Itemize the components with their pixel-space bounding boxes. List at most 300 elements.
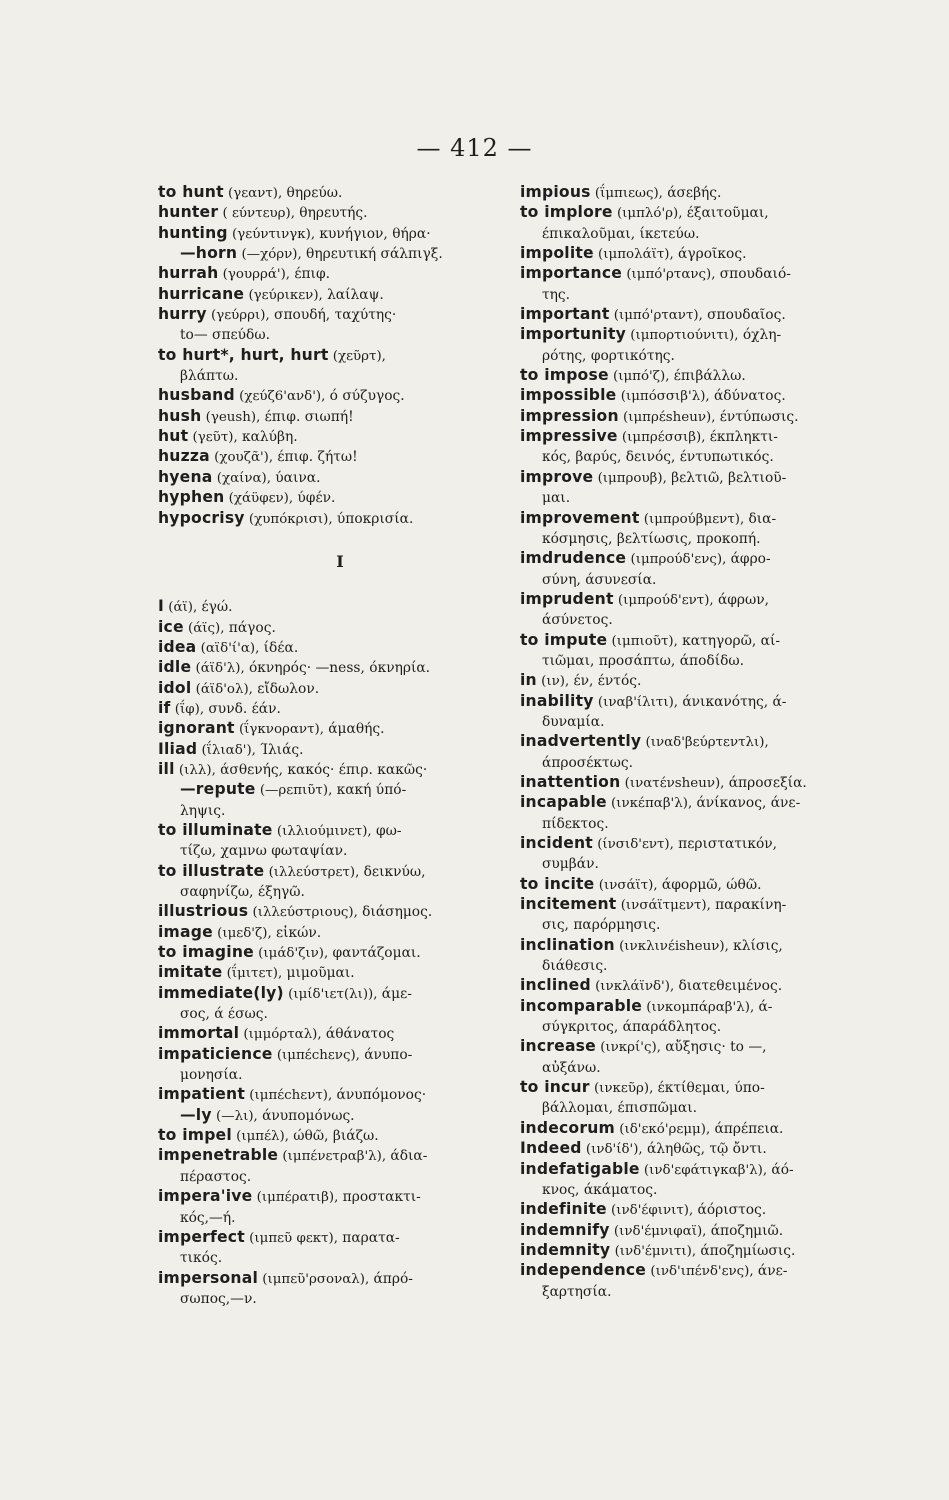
definition: άό-	[771, 1161, 794, 1178]
entry-continuation	[520, 284, 855, 304]
entry-continuation	[520, 853, 855, 873]
definition: ρότης, φορτικότης.	[542, 347, 675, 364]
headword: to illustrate	[158, 861, 265, 880]
definition: άνυπομόνως.	[262, 1107, 355, 1124]
definition: λαίλαψ.	[327, 286, 384, 303]
entry-continuation	[158, 840, 510, 860]
dictionary-entry	[520, 1240, 855, 1260]
definition: άνυπο-	[364, 1046, 413, 1063]
pronunciation: (άϊδ'λ),	[191, 661, 249, 677]
entry-continuation	[520, 914, 855, 934]
definition: μιμοῦμαι.	[286, 965, 355, 982]
definition: εἴδωλον.	[257, 680, 320, 697]
headword: I	[158, 597, 165, 616]
headword: incident	[520, 834, 593, 852]
dictionary-entry	[158, 698, 510, 718]
definition: ύποκρισία.	[336, 510, 414, 527]
section-letter: I	[336, 551, 344, 571]
definition: τίζω, χαμνω φωταψίαν.	[180, 843, 348, 860]
pronunciation: (ιμπιοῦτ),	[607, 633, 683, 649]
definition: άδύνατος.	[713, 388, 786, 405]
pronunciation: (ιμάδ'ζιν),	[253, 946, 333, 962]
definition: πίδεκτος.	[542, 815, 609, 832]
headword: —horn	[180, 244, 238, 263]
pronunciation: (χεῦρτ),	[328, 348, 386, 364]
pronunciation: (ινκρί'ς),	[595, 1040, 666, 1056]
dictionary-entry	[158, 922, 510, 942]
dictionary-entry	[158, 962, 510, 982]
dictionary-entry	[158, 1044, 510, 1064]
dictionary-entry	[520, 467, 855, 487]
right-column	[520, 182, 855, 1301]
pronunciation: (γουρρά'),	[218, 267, 295, 283]
definition: άποζημιῶ.	[710, 1222, 784, 1239]
dictionary-entry	[158, 1084, 510, 1104]
dictionary-entry	[520, 182, 855, 202]
pronunciation: (ιμπέchενς),	[272, 1047, 365, 1063]
definition: έκπληκτι-	[709, 429, 778, 446]
pronunciation: ( εύντευρ),	[218, 206, 300, 222]
definition: έν, έντός.	[573, 673, 642, 690]
definition: πέραστος.	[180, 1168, 252, 1185]
definition: άνίκανος, άνε-	[696, 795, 801, 812]
headword: hyena	[158, 467, 213, 486]
definition: σπουδαῖος.	[707, 307, 786, 324]
pronunciation: (χουζᾶ'),	[209, 450, 278, 466]
headword: —repute	[180, 780, 256, 799]
pronunciation: (ιλλεύστριους),	[248, 905, 363, 921]
dictionary-entry	[520, 670, 855, 690]
entry-continuation	[520, 1057, 855, 1077]
headword: —ly	[180, 1105, 212, 1124]
definition: έπιφ. σιωπή!	[264, 408, 354, 425]
headword: important	[520, 305, 610, 324]
definition: παρατα-	[342, 1229, 400, 1246]
definition: βλάπτω.	[180, 368, 239, 385]
headword: to incite	[520, 874, 595, 893]
headword: to hurt*, hurt, hurt	[158, 345, 329, 364]
definition: της.	[542, 286, 571, 303]
definition: ύαινα.	[275, 469, 321, 486]
definition: φαντάζομαι.	[332, 945, 421, 962]
entry-continuation	[520, 650, 855, 670]
entry-continuation	[158, 1003, 510, 1023]
entry-continuation	[158, 1207, 510, 1227]
dictionary-entry	[520, 935, 855, 955]
definition: έγώ.	[201, 599, 233, 616]
definition: κακή ύπό-	[336, 782, 407, 799]
dictionary-entry	[158, 304, 510, 324]
headword: incapable	[520, 793, 607, 812]
dictionary-entry	[520, 548, 855, 568]
definition: αὐξάνω.	[542, 1059, 601, 1076]
pronunciation: (ινδ'έφινιτ),	[606, 1203, 698, 1219]
pronunciation: (γεύρρι),	[206, 308, 275, 324]
pronunciation: (—ρεπιῦτ),	[255, 783, 337, 799]
dictionary-entry	[520, 508, 855, 528]
dictionary-entry	[520, 589, 855, 609]
pronunciation: (ιμπολάϊτ),	[593, 247, 679, 263]
definition: έπιβάλλω.	[673, 368, 746, 385]
dictionary-entry	[158, 406, 510, 426]
dictionary-entry	[158, 739, 510, 759]
headword: impaticience	[158, 1044, 273, 1063]
entry-continuation	[158, 1064, 510, 1084]
definition: άνυπόμονος·	[336, 1087, 427, 1104]
definition: βελτιῶ, βελτιοῦ-	[671, 469, 787, 486]
page-number: — 412 —	[416, 134, 533, 162]
headword: impressive	[520, 427, 618, 446]
dictionary-entry	[158, 182, 510, 202]
dictionary-entry	[158, 779, 510, 799]
dictionary-entry	[520, 426, 855, 446]
definition: τικός.	[180, 1250, 223, 1267]
headword: improve	[520, 467, 594, 486]
headword: inclined	[520, 976, 591, 995]
dictionary-entry	[158, 508, 510, 528]
pronunciation: (ιμπένετραβ'λ),	[278, 1149, 391, 1165]
dictionary-entry	[158, 1105, 510, 1125]
dictionary-entry	[158, 385, 510, 405]
headword: Indeed	[520, 1139, 582, 1158]
headword: indefinite	[520, 1200, 607, 1219]
pronunciation: (ιμπέρατιβ),	[252, 1190, 343, 1206]
definition: ά-	[758, 998, 773, 1015]
headword: immortal	[158, 1024, 240, 1043]
dictionary-entry	[520, 1260, 855, 1280]
pronunciation: (ΐμπιεως),	[590, 186, 668, 201]
headword: hut	[158, 427, 189, 446]
headword: idol	[158, 678, 192, 697]
pronunciation: (ιμπέλ),	[231, 1129, 294, 1145]
pronunciation: (ινδ'έμνιφαϊ),	[609, 1223, 711, 1239]
pronunciation: (ιναδ'βεύρτεντλι),	[641, 735, 769, 751]
headword: hush	[158, 406, 202, 425]
entry-continuation	[520, 1016, 855, 1036]
entry-continuation	[520, 752, 855, 772]
headword: hurrah	[158, 264, 219, 283]
definition: ύφέν.	[297, 490, 336, 507]
definition: άσεβής.	[667, 185, 722, 201]
dictionary-entry	[158, 820, 510, 840]
headword: independence	[520, 1261, 647, 1280]
entry-continuation	[520, 446, 855, 466]
pronunciation: (άϊς),	[183, 620, 229, 636]
pronunciation: (ινκεῦρ),	[589, 1081, 658, 1097]
pronunciation: (ιλλεύστρετ),	[264, 864, 364, 880]
entry-continuation	[158, 800, 510, 820]
pronunciation: (ινκέπαβ'λ),	[606, 796, 697, 812]
dictionary-entry	[520, 833, 855, 853]
headword: impenetrable	[158, 1146, 279, 1165]
definition: κυνήγιον, θήρα·	[319, 225, 431, 242]
entry-continuation	[520, 1179, 855, 1199]
headword: to imagine	[158, 943, 254, 962]
pronunciation: (ιλλ),	[174, 762, 221, 778]
definition: δια-	[748, 510, 777, 527]
definition: βάλλομαι, έπισπῶμαι.	[542, 1100, 697, 1117]
definition: σύγκριτος, άπαράδλητος.	[542, 1019, 722, 1036]
dictionary-entry	[158, 223, 510, 243]
definition: έντύπωσις.	[719, 408, 799, 425]
definition: αὔξησις· to —,	[665, 1039, 767, 1056]
headword: idle	[158, 658, 192, 677]
headword: imdrudence	[520, 549, 627, 568]
definition: to— σπεύδω.	[180, 327, 270, 344]
dictionary-entry	[158, 1227, 510, 1247]
headword: indemnity	[520, 1240, 611, 1259]
definition: θηρευτής.	[299, 205, 368, 222]
dictionary-entry	[520, 772, 855, 792]
pronunciation: (ΐγκνοραντ),	[234, 722, 329, 738]
pronunciation: (γeush),	[201, 409, 265, 425]
pronunciation: (ινσάϊτμεντ),	[616, 898, 716, 914]
headword: impera'ive	[158, 1187, 253, 1206]
headword: to incur	[520, 1078, 590, 1097]
dictionary-entry	[158, 596, 510, 616]
entry-continuation	[520, 1281, 855, 1301]
entry-continuation	[520, 223, 855, 243]
pronunciation: (ιμμόρταλ),	[239, 1027, 326, 1043]
dictionary-entry	[520, 1138, 855, 1158]
headword: hurricane	[158, 284, 245, 303]
definition: περιστατικόν,	[678, 836, 778, 852]
headword: impatient	[158, 1085, 246, 1104]
pronunciation: (ιν),	[536, 674, 574, 690]
dictionary-entry	[158, 284, 510, 304]
dictionary-entry	[158, 942, 510, 962]
dictionary-entry	[520, 365, 855, 385]
pronunciation: (ιμπεῦ φεκτ),	[244, 1230, 343, 1246]
entry-continuation	[158, 365, 510, 385]
definition: σύνη, άσυνεσία.	[542, 571, 657, 588]
definition: όκνηρός· —ness, όκνηρία.	[248, 660, 431, 677]
dictionary-entry	[520, 996, 855, 1016]
dictionary-entry	[158, 1268, 510, 1288]
headword: impression	[520, 406, 619, 425]
entry-continuation	[520, 487, 855, 507]
pronunciation: (χάϋφεν),	[224, 491, 298, 507]
dictionary-entry	[520, 1199, 855, 1219]
definition: ληψις.	[180, 802, 226, 819]
definition: θηρεύω.	[286, 185, 343, 201]
definition: παρακίνη-	[715, 897, 787, 914]
pronunciation: (ινδ'ιπένδ'ενς),	[646, 1264, 758, 1280]
pronunciation: (γεῦτ),	[188, 430, 242, 446]
dictionary-entry	[158, 1125, 510, 1145]
pronunciation: (γεύρικεν),	[244, 287, 328, 303]
definition: κός,—ή.	[180, 1209, 236, 1226]
dictionary-entry	[158, 263, 510, 283]
definition: άγροῖκος.	[678, 246, 747, 263]
definition: άόριστος.	[697, 1202, 767, 1219]
pronunciation: (ιμπέchεντ),	[245, 1088, 337, 1104]
pronunciation: (ίνσιδ'εντ),	[592, 837, 679, 852]
definition: έξαιτοῦμαι,	[686, 205, 769, 222]
pronunciation: (ΐφ),	[170, 701, 209, 717]
pronunciation: (χαίνα),	[212, 470, 276, 486]
dictionary-entry	[158, 901, 510, 921]
definition: διάσημος.	[362, 904, 433, 921]
headword: impolite	[520, 244, 594, 263]
dictionary-entry	[158, 759, 510, 779]
definition: άθάνατος	[325, 1026, 395, 1043]
pronunciation: (ινσάϊτ),	[594, 877, 662, 893]
entry-continuation	[520, 813, 855, 833]
pronunciation: (χεύζ6'ανδ'),	[234, 389, 330, 405]
dictionary-entry	[158, 678, 510, 698]
dictionary-entry	[520, 1118, 855, 1138]
headword: indecorum	[520, 1118, 615, 1137]
definition: κός, βαρύς, δεινός, έντυπωτικός.	[542, 449, 774, 466]
definition: άπρό-	[373, 1270, 413, 1287]
pronunciation: (ιμπρουβ),	[593, 470, 672, 486]
pronunciation: (αϊδ'ί'α),	[196, 640, 264, 656]
headword: immediate(ly)	[158, 983, 284, 1002]
headword: indefatigable	[520, 1159, 640, 1178]
definition: κόσμησις, βελτίωσις, προκοπή.	[542, 530, 761, 547]
headword: increase	[520, 1037, 596, 1056]
pronunciation: (ιμπό'ζ),	[608, 369, 674, 385]
definition: άνικανότης, ά-	[682, 693, 787, 710]
dictionary-entry	[520, 324, 855, 344]
definition: δεικνύω,	[363, 863, 426, 880]
pronunciation: (ινκομπάραβ'λ),	[642, 999, 759, 1015]
headword: importunity	[520, 325, 626, 344]
left-column	[158, 182, 510, 1308]
entry-continuation	[520, 1097, 855, 1117]
dictionary-entry	[520, 894, 855, 914]
pronunciation: (ιμπό'ρτανς),	[622, 267, 720, 283]
definition: άσύνετος.	[542, 612, 613, 629]
headword: imprudent	[520, 589, 614, 608]
headword: improvement	[520, 508, 640, 527]
definition: ώθῶ, βιάζω.	[293, 1128, 379, 1145]
definition: άφορμῶ, ώθῶ.	[661, 876, 762, 893]
pronunciation: (ινκλάϊνδ'),	[590, 979, 679, 995]
headword: inadvertently	[520, 732, 642, 751]
entry-continuation	[520, 345, 855, 365]
definition: κλίσις,	[733, 937, 783, 954]
dictionary-entry	[520, 792, 855, 812]
dictionary-entry	[158, 1145, 510, 1165]
definition: άφρο-	[730, 551, 771, 568]
definition: έκτίθεμαι, ύπο-	[657, 1080, 765, 1097]
dictionary-entry	[520, 1036, 855, 1056]
dictionary-entry	[520, 1220, 855, 1240]
definition: σωπος,—ν.	[180, 1290, 257, 1307]
dictionary-entry	[158, 487, 510, 507]
dictionary-entry	[158, 446, 510, 466]
dictionary-entry	[158, 718, 510, 738]
dictionary-entry	[158, 637, 510, 657]
entry-continuation	[158, 881, 510, 901]
dictionary-entry	[520, 304, 855, 324]
headword: to impose	[520, 366, 609, 385]
dictionary-entry	[520, 243, 855, 263]
pronunciation: (ιμπλό'ρ),	[612, 206, 687, 222]
pronunciation: (—λι),	[211, 1108, 263, 1124]
definition: άδια-	[390, 1148, 428, 1165]
pronunciation: (ιμπρούβμεντ),	[639, 511, 749, 527]
pronunciation: (ιμπεῦ'ρσοναλ),	[258, 1271, 374, 1287]
dictionary-entry	[520, 691, 855, 711]
definition: συνδ. έάν.	[208, 700, 281, 717]
definition: σις, παρόρμησις.	[542, 917, 661, 934]
headword: in	[520, 671, 537, 690]
headword: hunter	[158, 203, 219, 222]
definition: άπρέπεια.	[714, 1120, 784, 1137]
definition: μονησία.	[180, 1067, 243, 1084]
pronunciation: (ΐλιαδ'),	[197, 742, 261, 758]
pronunciation: (ιμπορτιούνιτι),	[625, 328, 743, 344]
pronunciation: (άϊ),	[164, 600, 202, 616]
pronunciation: (ινκλινέisheuν),	[614, 938, 734, 954]
definition: κατηγορῶ, αί-	[682, 632, 781, 649]
dictionary-entry	[158, 1023, 510, 1043]
definition: άπροσεξία.	[728, 774, 807, 791]
definition: άποζημίωσις.	[700, 1242, 796, 1259]
pronunciation: (ΐμιτετ),	[222, 966, 287, 982]
dictionary-entry	[158, 861, 510, 881]
headword: inattention	[520, 772, 621, 791]
dictionary-entry	[158, 345, 510, 365]
pronunciation: (γεαντ),	[223, 186, 287, 201]
dictionary-entry	[158, 617, 510, 637]
definition: άληθῶς, τῷ ὄντι.	[646, 1141, 767, 1158]
pronunciation: (ιμπρέσσιβ),	[617, 430, 710, 446]
headword: inability	[520, 691, 594, 710]
definition: ξαρτησία.	[542, 1283, 612, 1300]
entry-continuation	[520, 609, 855, 629]
dictionary-entry	[158, 1186, 510, 1206]
definition: θηρευτική σάλπιγξ.	[306, 246, 443, 263]
definition: άφρων,	[717, 591, 770, 608]
headword: importance	[520, 264, 623, 283]
pronunciation: (ιμπρούδ'ενς),	[626, 552, 731, 568]
headword: to illuminate	[158, 820, 273, 839]
headword: hypocrisy	[158, 508, 245, 527]
headword: to impel	[158, 1126, 232, 1145]
headword: imperfect	[158, 1227, 245, 1246]
definition: κνος, άκάματος.	[542, 1181, 658, 1198]
definition: δυναμία.	[542, 713, 605, 730]
headword: incitement	[520, 895, 617, 914]
headword: hurry	[158, 305, 207, 324]
headword: husband	[158, 386, 235, 405]
definition: έπιφ.	[294, 266, 330, 283]
definition: συμβάν.	[542, 856, 599, 873]
headword: impersonal	[158, 1268, 258, 1287]
dictionary-entry	[158, 983, 510, 1003]
dictionary-entry	[158, 657, 510, 677]
pronunciation: (ινδ'ίδ'),	[581, 1142, 647, 1158]
headword: to implore	[520, 203, 613, 222]
definition: άσθενής, κακός· έπιρ. κακῶς·	[220, 761, 428, 778]
definition: άμαθής.	[328, 721, 385, 738]
definition: διατεθειμένος.	[678, 978, 783, 995]
headword: impossible	[520, 386, 617, 405]
headword: illustrious	[158, 902, 249, 921]
dictionary-entry	[158, 202, 510, 222]
entry-continuation	[520, 569, 855, 589]
dictionary-entry	[520, 975, 855, 995]
dictionary-entry	[158, 243, 510, 263]
definition: εἰκών.	[275, 924, 322, 941]
definition: σαφηνίζω, έξηγῶ.	[180, 884, 305, 900]
dictionary-entry	[158, 426, 510, 446]
definition: καλύβη.	[241, 429, 298, 446]
